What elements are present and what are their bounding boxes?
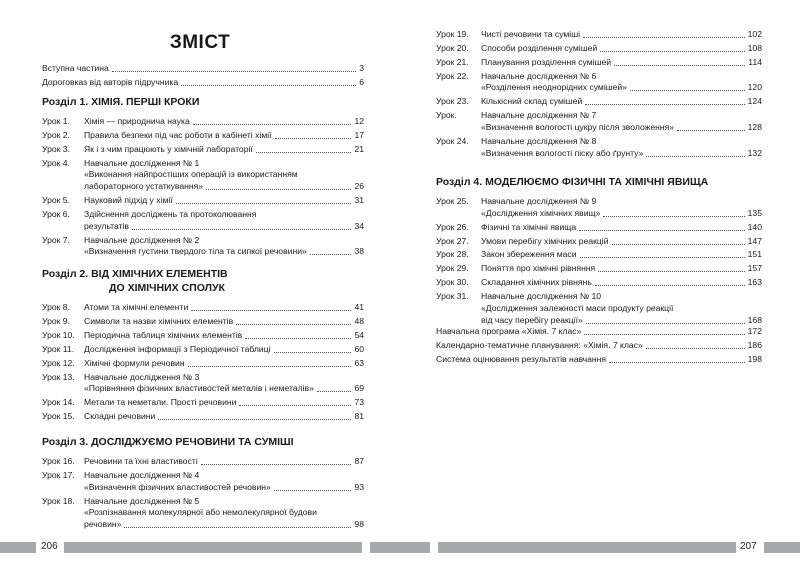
page-ref: 186: [747, 340, 762, 350]
entry-title: «Розпізнавання молекулярної або немолекулярної будови: [84, 507, 317, 518]
toc-entry: [436, 277, 762, 288]
dot-leader: [584, 334, 744, 335]
entry-title: Навчальне дослідження № 1: [84, 157, 200, 168]
toc-entry: [42, 181, 364, 192]
footer-bar: [64, 542, 362, 553]
page-ref: 87: [354, 456, 364, 466]
toc-entry: [42, 383, 364, 394]
section-heading: ДО ХІМІЧНИХ СПОЛУК: [109, 282, 225, 294]
lesson-label: Урок 8.: [42, 302, 70, 312]
toc-entry: [42, 235, 364, 246]
lesson-label: Урок 28.: [436, 249, 469, 260]
dot-leader: [124, 527, 351, 528]
toc-entry: [436, 43, 762, 54]
toc-entry: [42, 507, 364, 518]
page-ref: 21: [354, 143, 364, 154]
lesson-label: Урок 26.: [436, 221, 469, 232]
toc-entry: [436, 222, 762, 233]
page-number: 206: [41, 541, 58, 552]
entry-title: Чисті речовини та суміші: [481, 29, 581, 39]
lesson-label: Урок 23.: [436, 96, 469, 107]
entry-title: «Визначення густини твердого тіла та сипкої речовини»: [84, 246, 307, 257]
toc-entry: [42, 195, 364, 206]
toc-entry: [436, 122, 762, 133]
dot-leader: [630, 90, 745, 91]
toc-entry: [42, 482, 364, 493]
dot-leader: [598, 271, 744, 272]
dot-leader: [239, 405, 351, 406]
page-ref: 124: [747, 96, 762, 107]
entry-title: Як і з чим працюють у хімічній лабораторії: [84, 143, 253, 154]
toc-entry: [436, 82, 762, 93]
lesson-label: Урок 14.: [42, 397, 75, 408]
toc-entry: [42, 116, 364, 127]
entry-title: Фізичні та хімічні явища: [481, 221, 577, 232]
dot-leader: [646, 348, 745, 349]
entry-title: «Визначення вологості піску або ґрунту»: [481, 147, 644, 158]
lesson-label: Урок 18.: [42, 495, 75, 506]
lesson-label: Урок 16.: [42, 456, 75, 466]
dot-leader: [612, 244, 745, 245]
dot-leader: [191, 310, 351, 311]
entry-title: Вступна частина: [42, 63, 109, 73]
page-ref: 157: [747, 263, 762, 274]
entry-title: Поняття про хімічні рівняння: [481, 263, 596, 274]
lesson-label: Урок 11.: [42, 343, 75, 354]
section-heading: Розділ 3. ДОСЛІДЖУЄМО РЕЧОВИНИ ТА СУМІШІ: [42, 436, 294, 448]
lesson-label: Урок 1.: [42, 116, 70, 126]
entry-title: Символи та назви хімічних елементів: [84, 315, 234, 326]
page-title: ЗМІСТ: [169, 32, 231, 53]
dot-leader: [176, 203, 352, 204]
entry-title: лабораторного устаткування»: [84, 181, 204, 192]
page-ref: 102: [747, 29, 762, 39]
dot-leader: [614, 65, 745, 66]
entry-title: Навчальна програма «Хімія. 7 клас»: [436, 326, 582, 336]
toc-entry: [42, 344, 364, 355]
toc-entry: [436, 148, 762, 159]
toc-entry: [436, 354, 762, 365]
toc-entry: [42, 302, 364, 313]
entry-title: Здійснення досліджень та протоколювання: [84, 208, 257, 219]
entry-title: результатів: [84, 220, 129, 231]
toc-entry: [42, 144, 364, 155]
dot-leader: [206, 189, 351, 190]
page-ref: 132: [747, 147, 762, 158]
dot-leader: [580, 257, 745, 258]
page-ref: 128: [747, 121, 762, 132]
lesson-label: Урок 4.: [42, 157, 70, 168]
page-ref: 198: [747, 354, 762, 364]
entry-title: Атоми та хімічні елементи: [84, 302, 189, 312]
toc-entry: [42, 77, 364, 88]
toc-entry: [42, 330, 364, 341]
dot-leader: [181, 85, 356, 86]
page-ref: 17: [354, 129, 364, 140]
entry-title: Хімічні формули речовин: [84, 357, 185, 368]
section-heading: Розділ 1. ХІМІЯ. ПЕРШІ КРОКИ: [42, 96, 200, 108]
page-ref: 38: [354, 246, 364, 257]
page-ref: 60: [354, 343, 364, 354]
toc-entry: [42, 496, 364, 507]
lesson-label: Урок 22.: [436, 70, 469, 81]
page-ref: 12: [354, 116, 364, 126]
page-ref: 48: [354, 315, 364, 326]
toc-entry: [436, 136, 762, 147]
dot-leader: [586, 323, 745, 324]
dot-leader: [579, 230, 745, 231]
entry-title: Навчальне дослідження № 7: [481, 110, 597, 121]
entry-title: «Порівняння фізичних властивостей металів і неметалів»: [84, 383, 314, 394]
entry-title: «Визначення вологості цукру після зволоження»: [481, 121, 675, 132]
toc-entry: [436, 96, 762, 107]
toc-entry: [42, 246, 364, 257]
footer-bar: [764, 542, 800, 553]
entry-title: Складання хімічних рівнянь: [481, 277, 592, 288]
entry-title: Складні речовини: [84, 411, 156, 421]
page-ref: 168: [747, 314, 762, 325]
entry-title: «Визначення фізичних властивостей речовин»: [84, 481, 271, 492]
lesson-label: Урок 9.: [42, 315, 70, 326]
dot-leader: [600, 51, 744, 52]
dot-leader: [646, 156, 744, 157]
section-heading: Розділ 2. ВІД ХІМІЧНИХ ЕЛЕМЕНТІВ: [42, 268, 228, 280]
page-ref: 93: [354, 481, 364, 492]
dot-leader: [677, 130, 745, 131]
toc-entry: [42, 158, 364, 169]
entry-title: Закон збереження маси: [481, 249, 577, 260]
lesson-label: Урок 29.: [436, 263, 469, 274]
toc-entry: [436, 340, 762, 351]
entry-title: Навчальне дослідження № 4: [84, 469, 200, 480]
page-ref: 172: [747, 326, 762, 336]
footer-bar: [0, 542, 36, 553]
toc-entry: [42, 316, 364, 327]
page-ref: 6: [359, 77, 364, 87]
page-ref: 63: [354, 357, 364, 368]
toc-entry: [436, 29, 762, 40]
page-ref: 26: [354, 181, 364, 192]
lesson-label: Урок 30.: [436, 277, 469, 288]
dot-leader: [310, 254, 352, 255]
entry-title: Науковий підхід у хімії: [84, 195, 173, 205]
dot-leader: [583, 37, 745, 38]
lesson-label: Урок 7.: [42, 234, 70, 245]
entry-title: Навчальне дослідження № 10: [481, 291, 602, 302]
toc-entry: [436, 110, 762, 121]
toc-entry: [436, 249, 762, 260]
page-ref: 41: [354, 302, 364, 312]
dot-leader: [158, 419, 351, 420]
toc-entry: [436, 208, 762, 219]
dot-leader: [193, 124, 352, 125]
toc-entry: [436, 196, 762, 207]
entry-title: Метали та неметали. Прості речовини: [84, 397, 237, 408]
toc-entry: [42, 519, 364, 530]
page-ref: 31: [354, 195, 364, 205]
toc-entry: [436, 57, 762, 68]
page-ref: 120: [747, 82, 762, 93]
lesson-label: Урок 19.: [436, 29, 469, 39]
entry-title: від часу перебігу реакції»: [481, 314, 583, 325]
entry-title: «Дослідження хімічних явищ»: [481, 207, 601, 218]
entry-title: Умови перебігу хімічних реакцій: [481, 235, 609, 246]
entry-title: Речовини та їхні властивості: [84, 456, 198, 466]
footer-bar: [370, 542, 430, 553]
lesson-label: Урок 13.: [42, 371, 75, 382]
entry-title: Планування розділення сумішей: [481, 56, 612, 67]
toc-entry: [436, 263, 762, 274]
dot-leader: [585, 104, 744, 105]
lesson-label: Урок 5.: [42, 195, 70, 205]
page-ref: 147: [747, 235, 762, 246]
lesson-label: Урок 12.: [42, 357, 75, 368]
page-ref: 135: [747, 207, 762, 218]
toc-entry: [42, 130, 364, 141]
toc-entry: [436, 236, 762, 247]
dot-leader: [275, 138, 352, 139]
dot-leader: [245, 338, 351, 339]
toc-entry: [42, 470, 364, 481]
page-ref: 69: [354, 383, 364, 394]
dot-leader: [274, 490, 352, 491]
toc-entry: [42, 209, 364, 220]
entry-title: Дороговказ від авторів підручника: [42, 77, 179, 87]
dot-leader: [256, 152, 352, 153]
toc-entry: [436, 71, 762, 82]
dot-leader: [236, 324, 351, 325]
entry-title: Календарно-тематичне планування: «Хімія. 7 клас»: [436, 340, 643, 350]
page-ref: 73: [354, 397, 364, 408]
entry-title: Навчальне дослідження № 6: [481, 70, 597, 81]
entry-title: Система оцінювання результатів навчання: [436, 354, 607, 364]
dot-leader: [609, 362, 745, 363]
toc-entry: [42, 358, 364, 369]
entry-title: речовин»: [84, 518, 122, 529]
toc-entry: [436, 326, 762, 337]
toc-entry: [42, 221, 364, 232]
toc-entry: [42, 63, 364, 74]
dot-leader: [132, 229, 351, 230]
lesson-label: Урок 3.: [42, 143, 70, 154]
lesson-label: Урок.: [436, 110, 457, 121]
lesson-label: Урок 25.: [436, 196, 469, 206]
dot-leader: [112, 71, 356, 72]
dot-leader: [317, 391, 352, 392]
lesson-label: Урок 17.: [42, 469, 75, 480]
dot-leader: [274, 352, 352, 353]
lesson-label: Урок 24.: [436, 135, 469, 146]
lesson-label: Урок 10.: [42, 329, 75, 340]
lesson-label: Урок 6.: [42, 208, 70, 219]
entry-title: Способи розділення сумішей: [481, 42, 598, 53]
lesson-label: Урок 27.: [436, 235, 469, 246]
toc-entry: [436, 315, 762, 326]
lesson-label: Урок 31.: [436, 291, 469, 302]
footer-bar: [438, 542, 736, 553]
page-ref: 54: [354, 329, 364, 340]
toc-entry: [42, 456, 364, 467]
entry-title: Навчальне дослідження № 9: [481, 196, 597, 206]
entry-title: Навчальне дослідження № 5: [84, 495, 200, 506]
entry-title: «Розділення неоднорідних сумішей»: [481, 82, 627, 93]
entry-title: Навчальне дослідження № 8: [481, 135, 597, 146]
page-ref: 81: [354, 411, 364, 421]
page-ref: 114: [748, 56, 762, 67]
page-number: 207: [740, 541, 757, 552]
right-page: [400, 0, 800, 579]
dot-leader: [188, 366, 352, 367]
entry-title: Хімія — природнича наука: [84, 116, 190, 126]
page-ref: 140: [747, 221, 762, 232]
entry-title: «Дослідження залежності маси продукту реакції: [481, 302, 674, 313]
lesson-label: Урок 21.: [436, 56, 469, 67]
entry-title: «Виконання найпростіших операцій із використанням: [84, 169, 298, 180]
lesson-label: Урок 2.: [42, 129, 70, 140]
entry-title: Дослідження інформації з Періодичної таблиці: [84, 343, 271, 354]
toc-entry: [42, 169, 364, 180]
page-ref: 34: [354, 220, 364, 231]
entry-title: Кількісний склад сумішей: [481, 96, 583, 107]
toc-entry: [42, 397, 364, 408]
toc-entry: [42, 372, 364, 383]
entry-title: Правила безпеки під час роботи в кабінеті хімії: [84, 129, 272, 140]
lesson-label: Урок 15.: [42, 411, 75, 421]
dot-leader: [595, 285, 745, 286]
toc-entry: [42, 411, 364, 422]
page-ref: 151: [747, 249, 762, 260]
page-ref: 3: [359, 63, 364, 73]
dot-leader: [603, 216, 744, 217]
dot-leader: [201, 464, 352, 465]
section-heading: Розділ 4. МОДЕЛЮЄМО ФІЗИЧНІ ТА ХІМІЧНІ ЯВИЩА: [436, 176, 709, 188]
page-ref: 108: [747, 42, 762, 53]
entry-title: Навчальне дослідження № 2: [84, 234, 200, 245]
page-ref: 98: [354, 518, 364, 529]
entry-title: Навчальне дослідження № 3: [84, 371, 200, 382]
entry-title: Періодична таблиця хімічних елементів: [84, 329, 243, 340]
toc-entry: [436, 291, 762, 302]
lesson-label: Урок 20.: [436, 42, 469, 53]
toc-entry: [436, 303, 762, 314]
page-ref: 163: [747, 277, 762, 288]
